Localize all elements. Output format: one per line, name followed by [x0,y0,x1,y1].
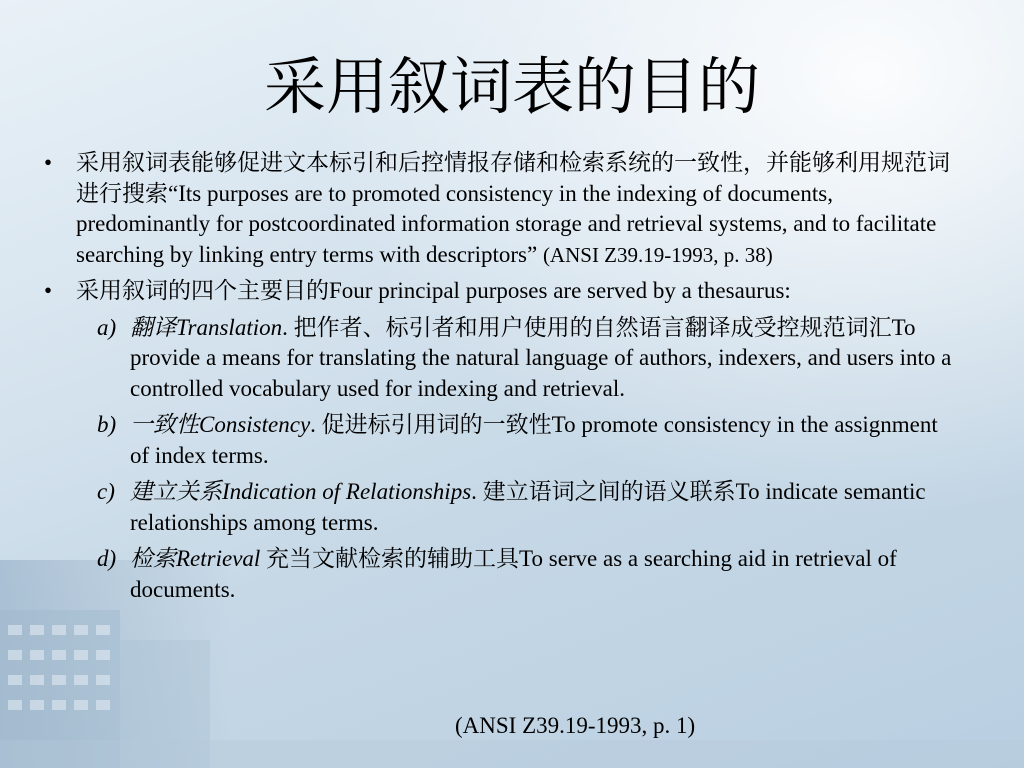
purpose-desc-en: To provide a means for translating the natural language of authors, indexers, and users into a controlled vocabulary used for indexing and retrieval. [130,314,952,401]
quote-close: ” [526,241,538,267]
purpose-item-retrieval [44,544,954,605]
purpose-item-relationships [44,477,954,538]
purpose-desc-zh: 把作者、标引者和用户使用的自然语言翻译成受控规范词汇 [293,314,892,340]
bullet-text-zh: 采用叙词表能够促进文本标引和后控情报存储和检索系统的一致性，并能够利用规范词进行搜索 [76,150,950,206]
purpose-name-en: Indication of Relationships [222,479,472,504]
purpose-item-consistency [44,410,954,471]
bullet-four-purposes [44,276,954,307]
purpose-name-zh: 检索 [130,546,176,571]
purpose-desc-zh: 充当文献检索的辅助工具 [266,546,520,571]
slide-title: 采用叙词表的目的 [263,50,760,123]
purpose-name-zh: 翻译 [130,314,176,340]
bullet-text-en: Four principal purposes are served by a thesaurus: [329,278,791,303]
bullet-text-en: Its purposes are to promoted consistency in the indexing of documents, predominantly for postcoordinated information storage and retrieval systems, and to facilitate searching by linking entry terms with descriptors [76,180,937,267]
purpose-separator: . [471,479,483,504]
bullet-text-zh: 采用叙词的四个主要目的 [76,278,329,303]
purpose-name-zh: 建立关系 [130,479,222,504]
purpose-marker: c) [97,479,115,504]
purpose-desc-en: To promote consistency in the assignment of index terms. [130,412,938,468]
purpose-name-zh: 一致性 [130,412,199,437]
bullet-citation: (ANSI Z39.19-1993, p. 38) [542,242,773,267]
purpose-separator: . [310,412,322,437]
footer-citation: (ANSI Z39.19-1993, p. 1) [455,713,696,738]
purpose-item-translation [44,313,954,405]
quote-open: “ [168,180,179,206]
purpose-marker: d) [97,546,117,571]
purpose-desc-zh: 促进标引用词的一致性 [321,412,552,437]
slide-content [44,148,954,611]
purpose-name-en: Consistency [199,412,311,437]
purpose-desc-en: To serve as a searching aid in retrieval of documents. [130,546,897,602]
bullet-marker: • [44,278,53,303]
bullet-purpose-statement [44,148,954,270]
bullet-marker: • [44,150,53,175]
purpose-name-en: Translation [176,314,283,340]
purpose-desc-zh: 建立语词之间的语义联系 [482,479,736,504]
purpose-desc-en: To indicate semantic relationships among terms. [130,479,926,535]
purpose-marker: b) [97,412,117,437]
purpose-separator: . [282,314,294,340]
purpose-name-en: Retrieval [176,546,261,571]
purpose-marker: a) [97,314,117,340]
